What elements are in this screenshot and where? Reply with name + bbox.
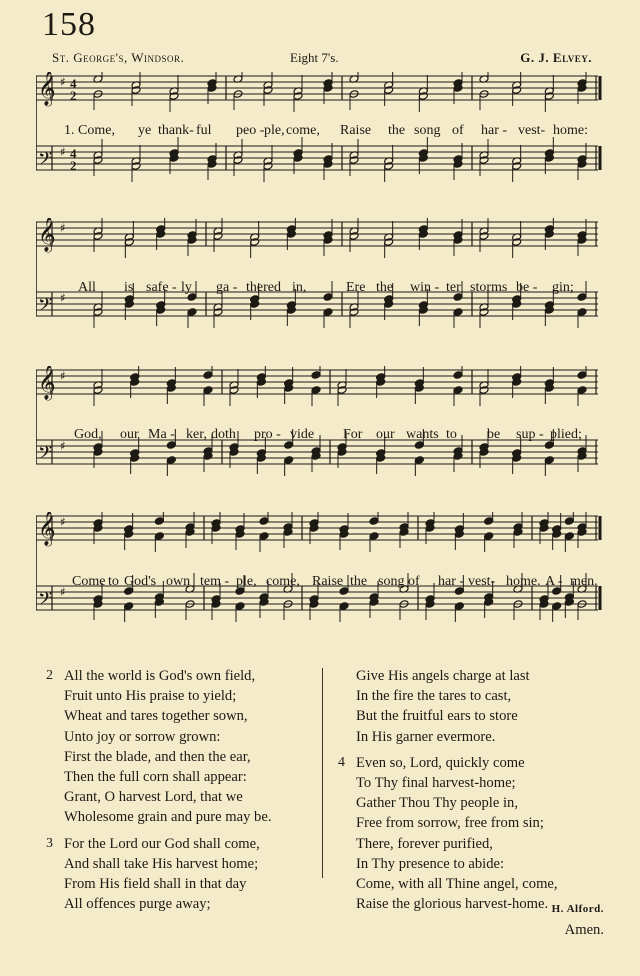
lyric-syllable: sup - <box>516 427 544 442</box>
sharp-icon: ♯ <box>60 221 66 235</box>
lyric-syllable: storms <box>470 280 508 295</box>
sharp-icon: ♯ <box>60 291 66 305</box>
lyric-syllable: ly <box>181 280 192 295</box>
lyric-syllable: For <box>343 427 363 442</box>
verse-line: From His field shall in that day <box>64 876 247 893</box>
note-head <box>339 602 349 611</box>
lyric-syllable: Ma - <box>148 427 175 442</box>
note-head <box>187 308 197 317</box>
lyric-syllable: vest- <box>518 123 546 138</box>
lyric-syllable: ter <box>446 280 461 295</box>
lyric-syllable: All <box>78 280 96 295</box>
note-head <box>453 308 463 317</box>
verse-line: In the fire the tares to cast, <box>356 688 512 705</box>
lyric-syllable: vest- <box>468 574 496 589</box>
note-head <box>552 602 562 611</box>
verse-line: Come, with all Thine angel, come, <box>356 876 558 893</box>
verse-line: Then the full corn shall appear: <box>64 769 247 786</box>
bass-clef-icon: 𝄢 <box>38 589 53 614</box>
note-head <box>203 386 213 395</box>
verse-line: But the fruitful ears to store <box>356 708 518 725</box>
verse-number: 2 <box>46 668 53 683</box>
tune-name: St. George's, Windsor. <box>52 50 185 65</box>
verse-line: Even so, Lord, quickly come <box>356 754 525 771</box>
lyric-syllable: to <box>108 574 119 589</box>
lyric-syllable: the <box>376 280 394 295</box>
verse-number: 3 <box>46 835 53 851</box>
lyric-syllable: of <box>452 123 464 138</box>
lyric-syllable: win - <box>410 280 440 295</box>
lyric-syllable: of <box>408 574 420 589</box>
lyric-syllable: God, <box>74 427 102 442</box>
verse-line: Fruit unto His praise to yield; <box>64 688 237 705</box>
lyric-syllable: ple, <box>264 123 285 138</box>
note-head <box>259 517 269 526</box>
verse-line: Free from sorrow, free from sin; <box>356 815 544 832</box>
verse-line: There, forever purified, <box>356 835 493 852</box>
lyric-syllable: own <box>166 574 191 589</box>
amen: Amen. <box>564 922 604 939</box>
verse-line: All the world is God's own field, <box>64 668 256 684</box>
verse-line: And shall take His harvest home; <box>64 855 259 872</box>
note-head <box>235 602 245 611</box>
meter: Eight 7's. <box>290 50 339 65</box>
lyric-syllable: men. <box>570 574 598 589</box>
lyric-syllable: home: <box>553 123 588 138</box>
lyric-syllable: in, <box>292 280 307 295</box>
lyric-syllable: be - <box>516 280 538 295</box>
lyric-syllable: ga - <box>216 280 238 295</box>
lyric-syllable: vide <box>290 427 315 442</box>
lyric-syllable: plied; <box>550 427 582 442</box>
note-head <box>369 517 379 526</box>
bass-clef-icon: 𝄢 <box>38 149 53 174</box>
lyric-syllable: ye <box>138 123 152 138</box>
note-head <box>311 386 321 395</box>
verses-right-column <box>340 666 608 941</box>
verse-line: Wheat and tares together sown, <box>64 708 248 725</box>
lyric-syllable: ple, <box>236 574 257 589</box>
lyric-syllable: tem - <box>200 574 230 589</box>
music-system-1 <box>36 72 608 212</box>
note-head <box>259 532 269 541</box>
verse-line: Grant, O harvest Lord, that we <box>64 789 243 806</box>
lyric-syllable: A - <box>545 574 563 589</box>
lyric-syllable: be <box>487 427 501 442</box>
time-signature: 4 <box>70 76 77 91</box>
note-head <box>166 456 176 465</box>
note-head <box>577 386 587 395</box>
lyric-syllable: ker, <box>186 427 207 442</box>
time-signature: 2 <box>70 88 77 103</box>
note-head <box>311 371 321 380</box>
lyric-syllable: pro - <box>254 427 281 442</box>
lyric-syllable: home. <box>506 574 541 589</box>
sharp-icon: ♯ <box>60 515 66 529</box>
note-head <box>564 517 574 526</box>
note-head <box>544 456 554 465</box>
lyric-syllable: wants <box>406 427 439 442</box>
verse-line: Give His angels charge at last <box>356 668 530 684</box>
time-signature: 4 <box>70 146 77 161</box>
hymn-number: 158 <box>42 6 96 43</box>
lyric-syllable: safe - <box>146 280 177 295</box>
music-system-4 <box>36 512 608 657</box>
verse-line: Gather Thou Thy people in, <box>356 795 518 812</box>
lyric-syllable: thered <box>246 280 281 295</box>
treble-clef-icon: 𝄞 <box>38 218 56 252</box>
bass-clef-icon: 𝄢 <box>38 295 53 320</box>
lyric-syllable: our <box>376 427 395 442</box>
sharp-icon: ♯ <box>60 75 66 89</box>
note-head <box>577 308 587 317</box>
verses-left-column <box>48 666 318 920</box>
verse-line: To Thy final harvest-home; <box>356 775 516 792</box>
verse-line: Raise the glorious harvest-home. <box>356 896 549 913</box>
hymn-header <box>52 50 592 70</box>
lyric-syllable: peo - <box>236 123 265 138</box>
lyric-syllable: har - <box>481 123 508 138</box>
column-divider <box>322 668 323 878</box>
lyric-syllable: Raise <box>312 574 344 589</box>
note-head <box>124 602 134 611</box>
note-head <box>203 371 213 380</box>
verse-line: Wholesome grain and pure may be. <box>64 809 272 826</box>
note-head <box>154 517 164 526</box>
note-head <box>284 456 294 465</box>
treble-clef-icon: 𝄞 <box>38 512 56 546</box>
sharp-icon: ♯ <box>60 145 66 159</box>
note-head <box>484 532 494 541</box>
note-head <box>454 602 464 611</box>
staff-graphics <box>36 72 608 212</box>
composer: G. J. Elvey. <box>520 50 592 65</box>
verse-number: 4 <box>338 754 345 770</box>
verse <box>340 666 608 747</box>
note-head <box>453 386 463 395</box>
note-head <box>564 532 574 541</box>
lyric-syllable: Ere <box>346 280 366 295</box>
note-head <box>369 532 379 541</box>
lyric-syllable: our <box>120 427 139 442</box>
lyric-syllable: gin; <box>552 280 574 295</box>
note-head <box>577 371 587 380</box>
sharp-icon: ♯ <box>60 439 66 453</box>
lyric-syllable: come, <box>286 123 320 138</box>
lyric-syllable: God's <box>124 574 157 589</box>
sharp-icon: ♯ <box>60 585 66 599</box>
note-head <box>323 293 333 302</box>
note-head <box>453 371 463 380</box>
music-system-2 <box>36 218 608 358</box>
lyric-syllable: is <box>124 280 134 295</box>
note-head <box>323 308 333 317</box>
lyric-syllable: to <box>446 427 457 442</box>
lyric-syllable: the <box>350 574 368 589</box>
music-system-3 <box>36 366 608 506</box>
lyric-syllable: come, <box>266 574 300 589</box>
lyric-syllable: thank- <box>158 123 194 138</box>
verse-line: All offences purge away; <box>64 896 211 913</box>
note-head <box>154 532 164 541</box>
lyric-syllable: Raise <box>340 123 372 138</box>
verse-line: Unto joy or sorrow grown: <box>64 728 221 745</box>
time-signature: 2 <box>70 158 77 173</box>
verse-line: For the Lord our God shall come, <box>64 835 260 852</box>
lyric-syllable: song <box>378 574 405 589</box>
lyric-syllable: har - <box>438 574 465 589</box>
lyric-syllable: 1. Come, <box>64 123 115 138</box>
note-head <box>577 293 587 302</box>
treble-clef-icon: 𝄞 <box>38 72 56 106</box>
verse <box>340 753 608 915</box>
verse-line: First the blade, and then the ear, <box>64 748 251 765</box>
lyric-syllable: ful <box>196 123 212 138</box>
bass-clef-icon: 𝄢 <box>38 443 53 468</box>
note-head <box>414 456 424 465</box>
verse <box>48 834 318 915</box>
lyric-syllable: doth <box>211 427 236 442</box>
verse-line: In His garner evermore. <box>356 728 496 745</box>
lyric-syllable: the <box>388 123 406 138</box>
verse <box>48 666 318 828</box>
author: H. Alford. <box>551 903 604 915</box>
verse-line: In Thy presence to abide: <box>356 855 505 872</box>
note-head <box>484 517 494 526</box>
treble-clef-icon: 𝄞 <box>38 366 56 400</box>
sharp-icon: ♯ <box>60 369 66 383</box>
lyric-syllable: Come <box>72 574 106 589</box>
lyric-syllable: song <box>414 123 441 138</box>
